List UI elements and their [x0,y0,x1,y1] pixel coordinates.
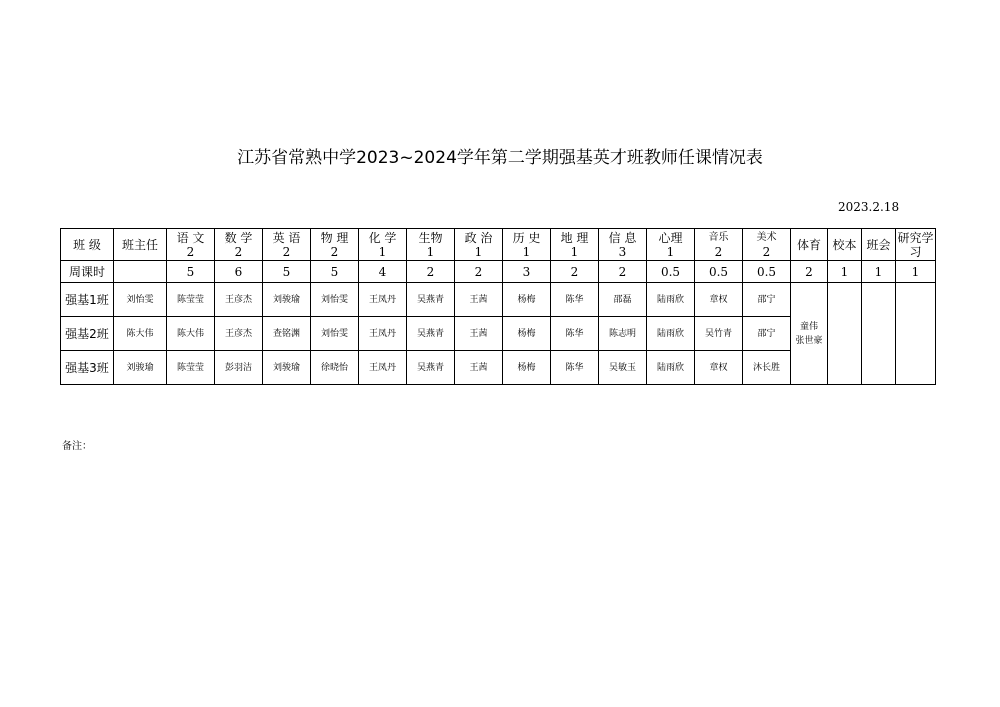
subject-header: 信 息 3 [599,229,647,261]
hours-cell: 3 [503,261,551,283]
teacher-cell: 吴燕青 [407,351,455,385]
hours-cell: 5 [311,261,359,283]
subject-header: 化 学 1 [359,229,407,261]
pe-teacher-name: 张世豪 [795,335,823,346]
pe-teacher-cell [791,283,828,385]
hours-cell: 5 [263,261,311,283]
hours-cell: 2 [599,261,647,283]
teacher-cell: 陆雨欣 [647,283,695,317]
hours-cell: 1 [862,261,896,283]
subject-header: 地 理 1 [551,229,599,261]
head-teacher-header: 班主任 [114,229,167,261]
teacher-cell: 吴燕青 [407,317,455,351]
teacher-cell: 王茜 [455,351,503,385]
subject-header: 生物 1 [407,229,455,261]
hours-cell: 0.5 [743,261,791,283]
hours-cell: 2 [455,261,503,283]
class-name: 强基2班 [61,317,114,351]
teacher-cell: 陈华 [551,317,599,351]
subject-header: 英 语 2 [263,229,311,261]
subject-header: 校本 [828,229,862,261]
hours-cell: 1 [828,261,862,283]
hours-cell: 4 [359,261,407,283]
teacher-cell: 查铭渊 [263,317,311,351]
note-label: 备注： [62,441,92,452]
hours-cell [114,261,167,283]
subject-header: 数 学 2 [215,229,263,261]
teacher-cell: 邵宁 [743,317,791,351]
teacher-cell: 吴敏玉 [599,351,647,385]
page-title: 江苏省常熟中学2023~2024学年第二学期强基英才班教师任课情况表 [237,148,763,168]
teacher-cell: 王彦杰 [215,317,263,351]
corner-cell: 班 级 [61,229,114,261]
teacher-cell: 吴燕青 [407,283,455,317]
teacher-cell: 王凤丹 [359,317,407,351]
hours-cell: 5 [167,261,215,283]
teacher-cell: 沐长胜 [743,351,791,385]
teacher-cell: 邵宁 [743,283,791,317]
teacher-cell: 刘骏瑜 [263,283,311,317]
teacher-cell: 刘怡雯 [311,317,359,351]
hours-label: 周课时 [61,261,114,283]
teacher-cell: 陈华 [551,351,599,385]
subject-header: 研究学习 [897,230,934,259]
teacher-cell: 刘怡雯 [311,283,359,317]
pe-teacher-name: 童伟 [799,321,818,332]
hours-cell: 0.5 [695,261,743,283]
hours-cell: 2 [791,261,828,283]
class-row [61,283,936,317]
teacher-cell: 邵磊 [599,283,647,317]
hours-cell: 1 [896,261,936,283]
teacher-cell: 陆雨欣 [647,317,695,351]
subject-header: 音乐 2 [695,229,743,261]
date-label: 2023.2.18 [838,200,900,214]
teacher-cell: 王茜 [455,317,503,351]
subject-header: 美术 2 [743,229,791,261]
weekly-hours-row [61,261,936,283]
teacher-cell: 杨梅 [503,351,551,385]
school-course-cell [828,283,862,385]
teacher-cell: 陈华 [551,283,599,317]
teacher-cell: 王彦杰 [215,283,263,317]
subject-header: 语 文 2 [167,229,215,261]
teacher-cell: 王凤丹 [359,283,407,317]
research-study-cell [896,283,936,385]
teacher-cell: 徐晓怡 [311,351,359,385]
subject-header: 历 史 1 [503,229,551,261]
class-name: 强基1班 [61,283,114,317]
teacher-cell: 吴竹青 [695,317,743,351]
head-teacher-cell: 刘骏瑜 [114,351,167,385]
subject-header: 政 治 1 [455,229,503,261]
teacher-cell: 陈大伟 [167,317,215,351]
teacher-cell: 陈志明 [599,317,647,351]
teacher-cell: 杨梅 [503,317,551,351]
subject-header: 物 理 2 [311,229,359,261]
teacher-cell: 杨梅 [503,283,551,317]
class-meeting-cell [862,283,896,385]
teacher-cell: 章权 [695,351,743,385]
hours-cell: 6 [215,261,263,283]
subject-header: 体育 [791,229,828,261]
hours-cell: 2 [551,261,599,283]
teacher-cell: 陈莹莹 [167,283,215,317]
subject-header: 班会 [862,229,896,261]
teacher-cell: 陆雨欣 [647,351,695,385]
class-name: 强基3班 [61,351,114,385]
header-row [61,229,936,261]
hours-cell: 0.5 [647,261,695,283]
teacher-cell: 刘骏瑜 [263,351,311,385]
head-teacher-cell: 刘怡雯 [114,283,167,317]
teacher-assignment-table [60,228,936,385]
subject-header: 心理 1 [647,229,695,261]
hours-cell: 2 [407,261,455,283]
teacher-cell: 陈莹莹 [167,351,215,385]
teacher-cell: 彭羽洁 [215,351,263,385]
teacher-cell: 王凤丹 [359,351,407,385]
head-teacher-cell: 陈大伟 [114,317,167,351]
teacher-cell: 章权 [695,283,743,317]
teacher-cell: 王茜 [455,283,503,317]
